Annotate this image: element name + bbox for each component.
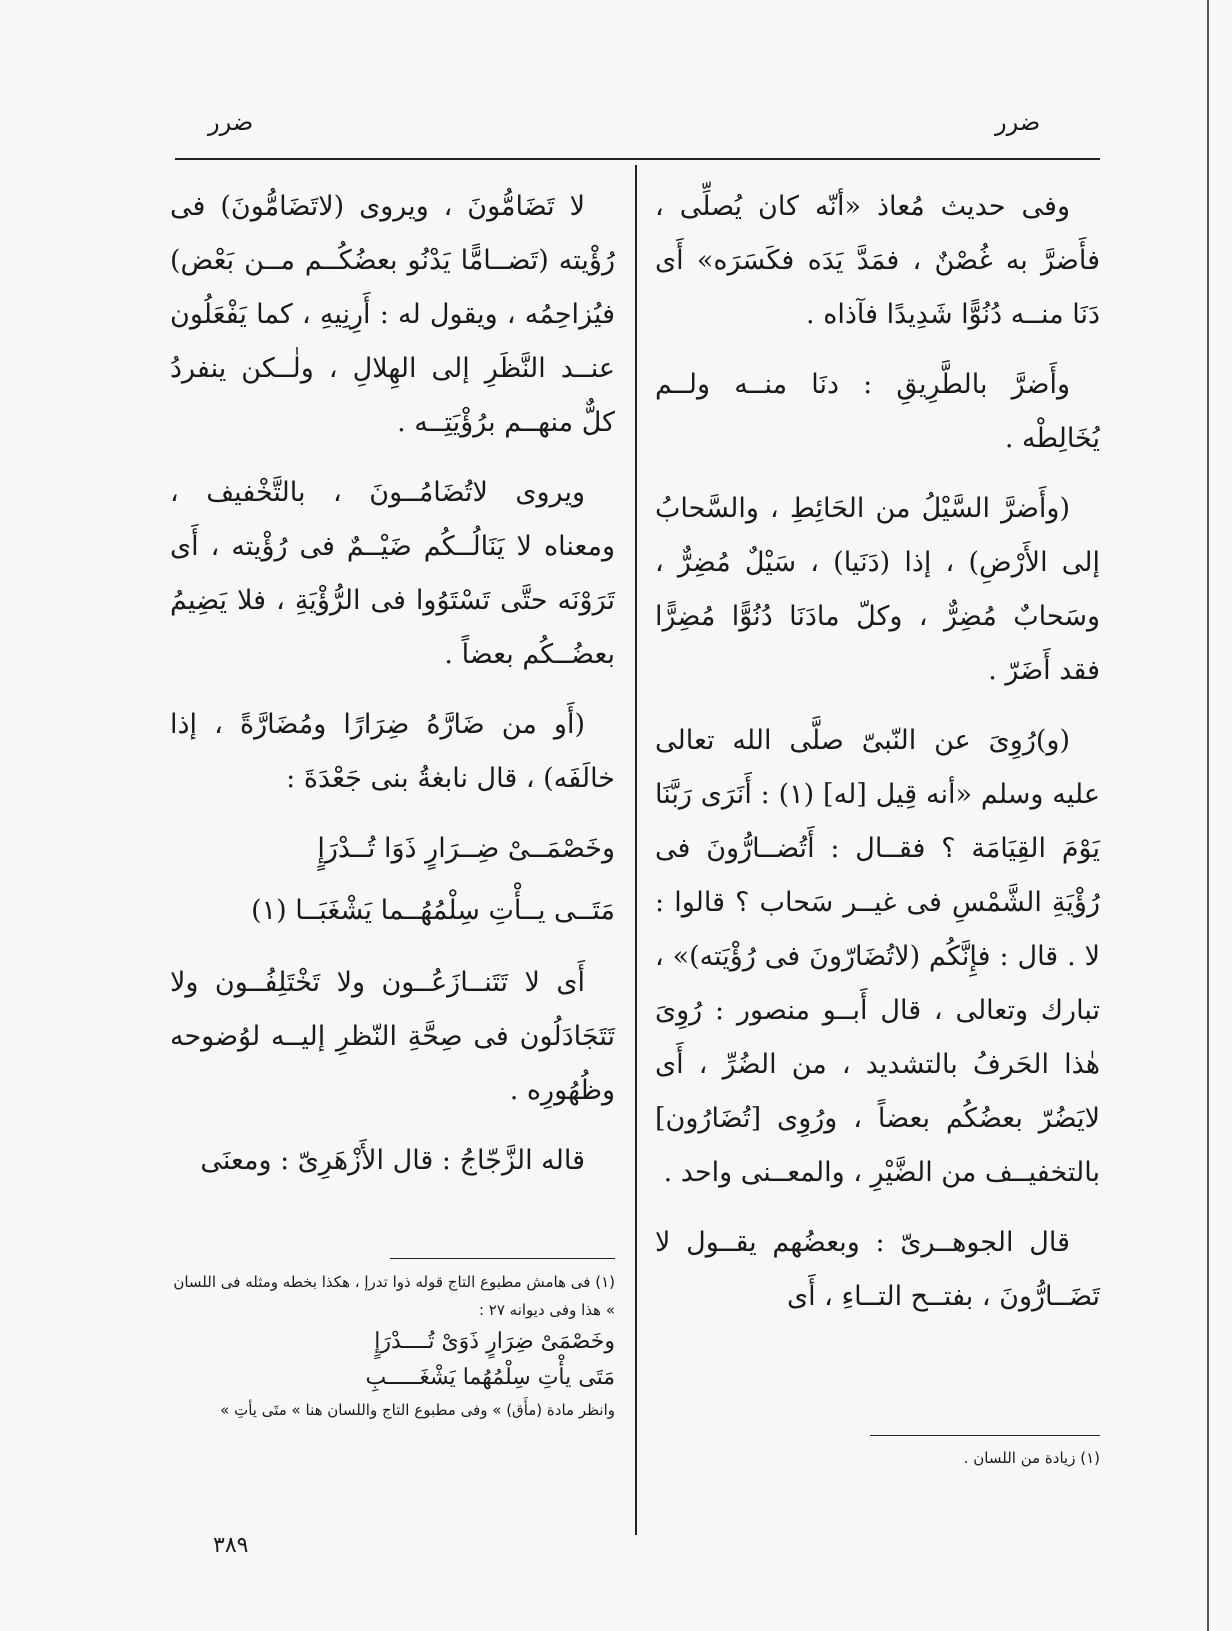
verse-line: مَتَــى يــأْتِ سِلْمُهُــما يَشْغَبَــا (١) bbox=[251, 895, 615, 926]
footnote-verse: وخَصْمَىْ ضِرَارٍ ذَوَىْ تُــــدْرَإٍ bbox=[374, 1329, 615, 1354]
page-number: ٣٨٩ bbox=[213, 1533, 249, 1558]
paragraph: وأَضرَّ بالطَّرِيقِ : دنَا منــه ولــم يُخَالِطْه . bbox=[655, 369, 1100, 454]
paragraph: قاله الزَّجّاجُ : قال الأَزْهَرِىّ : ومعنَى bbox=[200, 1145, 585, 1176]
running-header-left: ضرر bbox=[208, 108, 254, 136]
paragraph: (و)رُوِىَ عن النّبىّ صلَّى الله تعالى عليه وسلم «أنه قِيل [له] (١) : أَنَرَى رَبَّنَا يَوْمَ القِيَامَة ؟ فقــال : أَتُضــارُّونَ فى رُؤْيَةِ الشَّمْسِ فى غيــر سَحاب ؟ قالوا : لا . قال : فإِنَّكُم (لاتُضَارّونَ فى رُؤْيَته)» ، تبارك وتعالى ، قال أَبــو منصور : رُوِىَ هٰذا الحَرفُ بالتشديد ، من الضُرِّ ، أَى لايَضُرّ بعضُكُم بعضاً ، ورُوِى [تُضَارُون] بالتخفيــف من الضَّيْرِ ، والمعــنى واحد . bbox=[655, 725, 1100, 1188]
paragraph: (أَو من ضَارَّهُ ضِرَارًا ومُضَارَّةً ، إذا خالَفَه) ، قال نابغةُ بنى جَعْدَةَ : bbox=[170, 709, 615, 794]
paragraph: (وأَضرَّ السَّيْلُ من الحَائِطِ ، والسَّحابُ إلى الأَرْضِ) ، إذا (دَنَيا) ، سَيْلٌ مُضِرٌّ ، وسَحابٌ مُضِرٌّ ، وكلّ مادَنَا دُنُوًّا مُضِرًّا فقد أَضَرّ . bbox=[655, 493, 1100, 686]
paragraph: وفى حديث مُعاذ «أنّه كان يُصلِّى ، فأَضرَّ به غُصْنٌ ، فمَدَّ يَدَه فكَسَرَه» أَى دَنَا منــه دُنُوًّا شَدِيدًا فآذاه . bbox=[655, 191, 1100, 330]
footnote-rule-right bbox=[870, 1435, 1100, 1436]
paragraph: أَى لا تَتَنــازَعُــون ولا تَخْتَلِفُــون ولا تَتَجَادَلُون فى صِحَّةِ النّظرِ إليــه لوُضوحه وظُهُورِه . bbox=[170, 967, 615, 1106]
footnote-text: وانظر مادة (مأَق) » وفى مطبوع التاج واللسان هنا » متَى يأتِ » bbox=[220, 1401, 615, 1419]
paragraph: ويروى لاتُضَامُــونَ ، بالتَّخْفيف ، ومعناه لا يَنَالُــكُم ضَيْــمٌ فى رُؤْيته ، أَى تَرَوْنَه حتَّى تَسْتَوُوا فى الرُّؤْيَةِ ، فلا يَضِيمُ بعضُــكُم بعضاً . bbox=[170, 477, 615, 670]
poem-verse bbox=[170, 822, 615, 938]
paragraph: لا تَضَامُّونَ ، ويروى (لاتَضَامُّونَ) فى رُؤْيته (تَضــامًّا يَدْنُو بعضُكُــم مــن بَعْض) فيُزاحِمُه ، ويقول له : أَرِنِيهِ ، كما يَفْعَلُون عنــد النَّظَرِ إلى الهِلالِ ، ولٰــكن ينفردُ كلٌّ منهــم برُؤْيَتِــه . bbox=[170, 191, 615, 438]
page-edge-line bbox=[1207, 0, 1209, 1631]
footnote-right: (١) زيادة من اللسان . bbox=[963, 1449, 1100, 1467]
verse-line: وخَصْمَــىْ ضِــرَارٍ ذَوَا تُــدْرَإٍ bbox=[317, 833, 615, 864]
paragraph: قال الجوهــرىّ : وبعضُهم يقــول لا تَضَــارُّونَ ، بفتــح التــاءِ ، أَى bbox=[655, 1227, 1100, 1312]
footnote-rule-left bbox=[390, 1258, 615, 1259]
left-column bbox=[170, 180, 615, 1204]
column-divider bbox=[635, 165, 637, 1535]
header-rule bbox=[175, 158, 1100, 160]
footnote-text: (١) فى هامش مطبوع التاج قوله ذوا تدرإ ، هكذا بخطه ومثله فى اللسان » هذا وفى ديوانه ٢٧ : bbox=[173, 1273, 615, 1319]
footnote-verse: مَتَى يأْتِ سِلْمُهُما يَشْغَـــــبِ bbox=[365, 1365, 615, 1390]
right-column bbox=[655, 180, 1100, 1340]
footnote-left bbox=[170, 1268, 615, 1424]
running-header-right: ضرر bbox=[995, 108, 1041, 136]
